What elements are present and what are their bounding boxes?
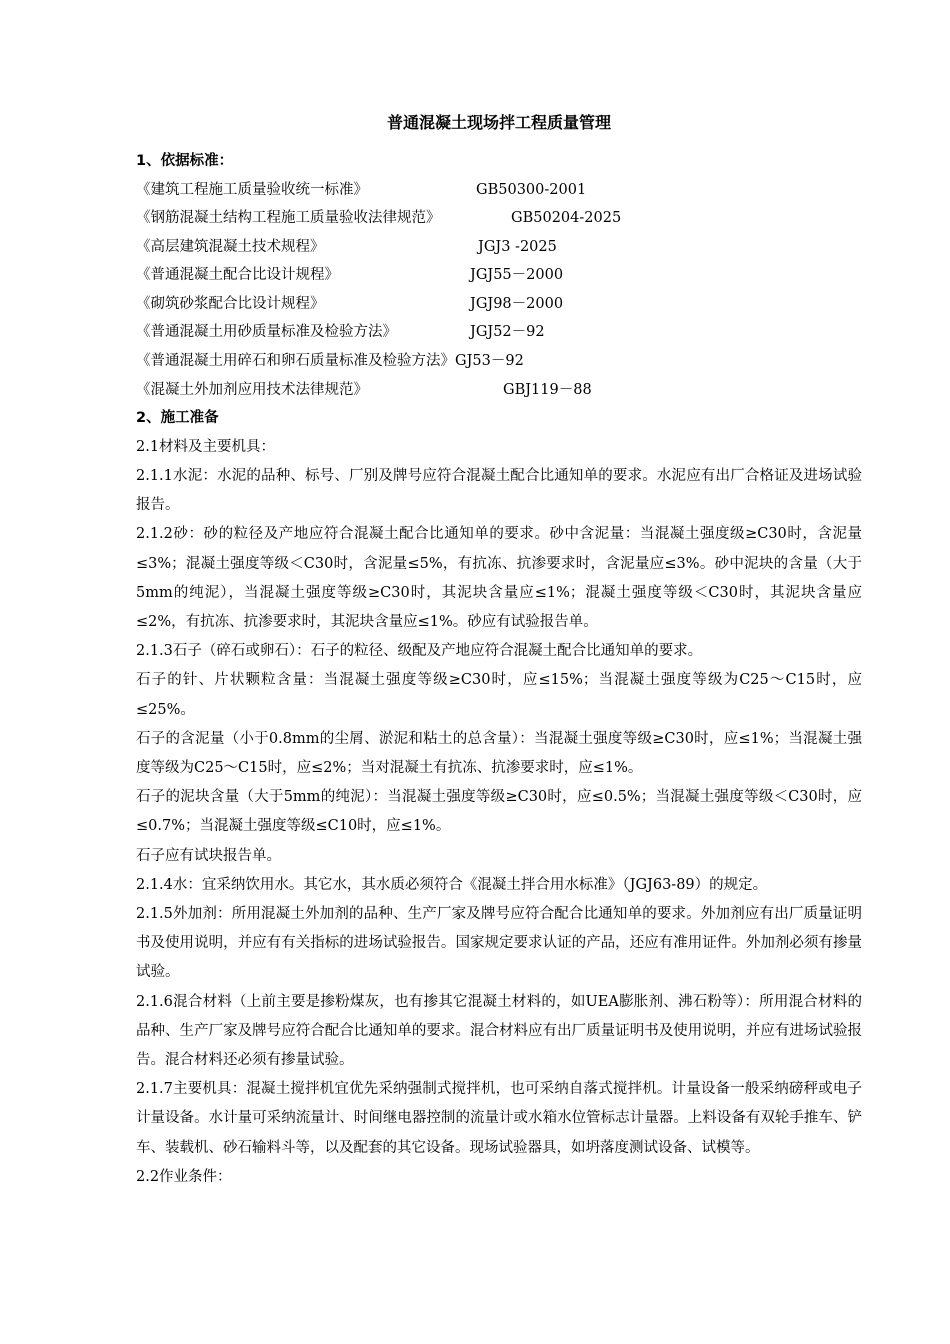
standard-name: 《高层建筑混凝土技术规程》	[136, 238, 325, 255]
section-heading-standards: 1、依据标准：	[136, 153, 234, 169]
standard-name: 《混凝土外加剂应用技术法律规范》	[136, 381, 368, 398]
standard-code: JGJ98－2000	[470, 295, 564, 312]
paragraph: 石子应有试块报告单。	[136, 847, 281, 864]
standards-list	[136, 176, 862, 405]
paragraph: 石子的针、片状颗粒含量：当混凝土强度等级≥C30时，应≤15%；当混凝土强度等级为C25～C15时，应≤25%。	[136, 672, 862, 718]
paragraphs	[136, 433, 862, 1192]
standard-name: 《钢筋混凝土结构工程施工质量验收法律规范》	[136, 210, 441, 227]
paragraph: 2.1材料及主要机具：	[136, 438, 276, 455]
standard-name: 《普通混凝土配合比设计规程》	[136, 267, 339, 284]
paragraph: 2.2作业条件：	[136, 1168, 232, 1185]
standard-code: JGJ3 -2025	[478, 238, 557, 255]
standard-code: GJ53－92	[455, 353, 524, 370]
standard-item	[136, 318, 862, 347]
standard-code: JGJ52－92	[470, 324, 545, 341]
standard-item	[136, 376, 862, 405]
standard-code: GB50204-2025	[511, 210, 622, 227]
document-body	[136, 113, 862, 1192]
standard-item	[136, 261, 862, 290]
paragraph: 石子的泥块含量（大于5mm的纯泥）：当混凝土强度等级≥C30时，应≤0.5%；当混凝土强度等级＜C30时，应≤0.7%；当混凝土强度等级≤C10时，应≤1%。	[136, 789, 862, 835]
paragraph: 石子的含泥量（小于0.8mm的尘屑、淤泥和粘土的总含量）：当混凝土强度等级≥C30时，应≤1%；当混凝土强度等级为C25～C15时，应≤2%；当对混凝土有抗冻、抗渗要求时，应≤1%。	[136, 730, 862, 776]
section-heading-preparation: 2、施工准备	[136, 410, 219, 427]
standard-name: 《普通混凝土用砂质量标准及检验方法》	[136, 324, 397, 341]
paragraph: 2.1.3石子（碎石或卵石）：石子的粒径、级配及产地应符合混凝土配合比通知单的要求。	[136, 643, 703, 660]
paragraph: 2.1.5外加剂：所用混凝土外加剂的品种、生产厂家及牌号应符合配合比通知单的要求。外加剂应有出厂质量证明书及使用说明，并应有有关指标的进场试验报告。国家规定要求认证的产品，还应有准用证件。外加剂必须有掺量试验。	[136, 906, 862, 981]
paragraph: 2.1.2砂：砂的粒径及产地应符合混凝土配合比通知单的要求。砂中含泥量：当混凝土强度级≥C30时，含泥量≤3%；混凝土强度等级＜C30时，含泥量≤5%，有抗冻、抗渗要求时，含泥量应≤3%。砂中泥块的含量（大于5mm的纯泥），当混凝土强度等级≥C30时，其泥块含量应≤1%；混凝土强度等级＜C30时，其泥块含量应≤2%，有抗冻、抗渗要求时，其泥块含量应≤1%。砂应有试验报告单。	[136, 526, 862, 630]
standard-item	[136, 176, 862, 205]
standard-item	[136, 347, 862, 376]
paragraph: 2.1.1水泥：水泥的品种、标号、厂别及牌号应符合混凝土配合比通知单的要求。水泥应有出厂合格证及进场试验报告。	[136, 467, 862, 514]
standard-name: 《建筑工程施工质量验收统一标准》	[136, 181, 368, 198]
paragraph: 2.1.6混合材料（上前主要是掺粉煤灰，也有掺其它混凝土材料的，如UEA膨胀剂、沸石粉等）：所用混合材料的品种、生产厂家及牌号应符合配合比通知单的要求。混合材料应有出厂质量证明书及使用说明，并应有进场试验报告。混合材料还必须有掺量试验。	[136, 993, 862, 1069]
standard-item	[136, 233, 862, 262]
standard-code: JGJ55－2000	[470, 267, 564, 284]
paragraph: 2.1.7主要机具：混凝土搅拌机宜优先采纳强制式搅拌机，也可采纳自落式搅拌机。计量设备一般采纳磅秤或电子计量设备。水计量可采纳流量计、时间继电器控制的流量计或水箱水位管标志计量器。上料设备有双轮手推车、铲车、装载机、砂石输料斗等，以及配套的其它设备。现场试验器具，如坍落度测试设备、试模等。	[136, 1081, 862, 1156]
document-title: 普通混凝土现场拌工程质量管理	[386, 113, 611, 132]
standard-code: GB50300-2001	[476, 181, 587, 198]
standard-code: GBJ119－88	[503, 381, 592, 398]
standard-item	[136, 290, 862, 319]
standard-name: 《砌筑砂浆配合比设计规程》	[136, 295, 325, 312]
standard-item	[136, 204, 862, 233]
paragraph: 2.1.4水：宜采纳饮用水。其它水，其水质必须符合《混凝土拌合用水标准》（JGJ63-89）的规定。	[136, 876, 768, 893]
standard-name: 《普通混凝土用碎石和卵石质量标准及检验方法》	[136, 353, 455, 370]
